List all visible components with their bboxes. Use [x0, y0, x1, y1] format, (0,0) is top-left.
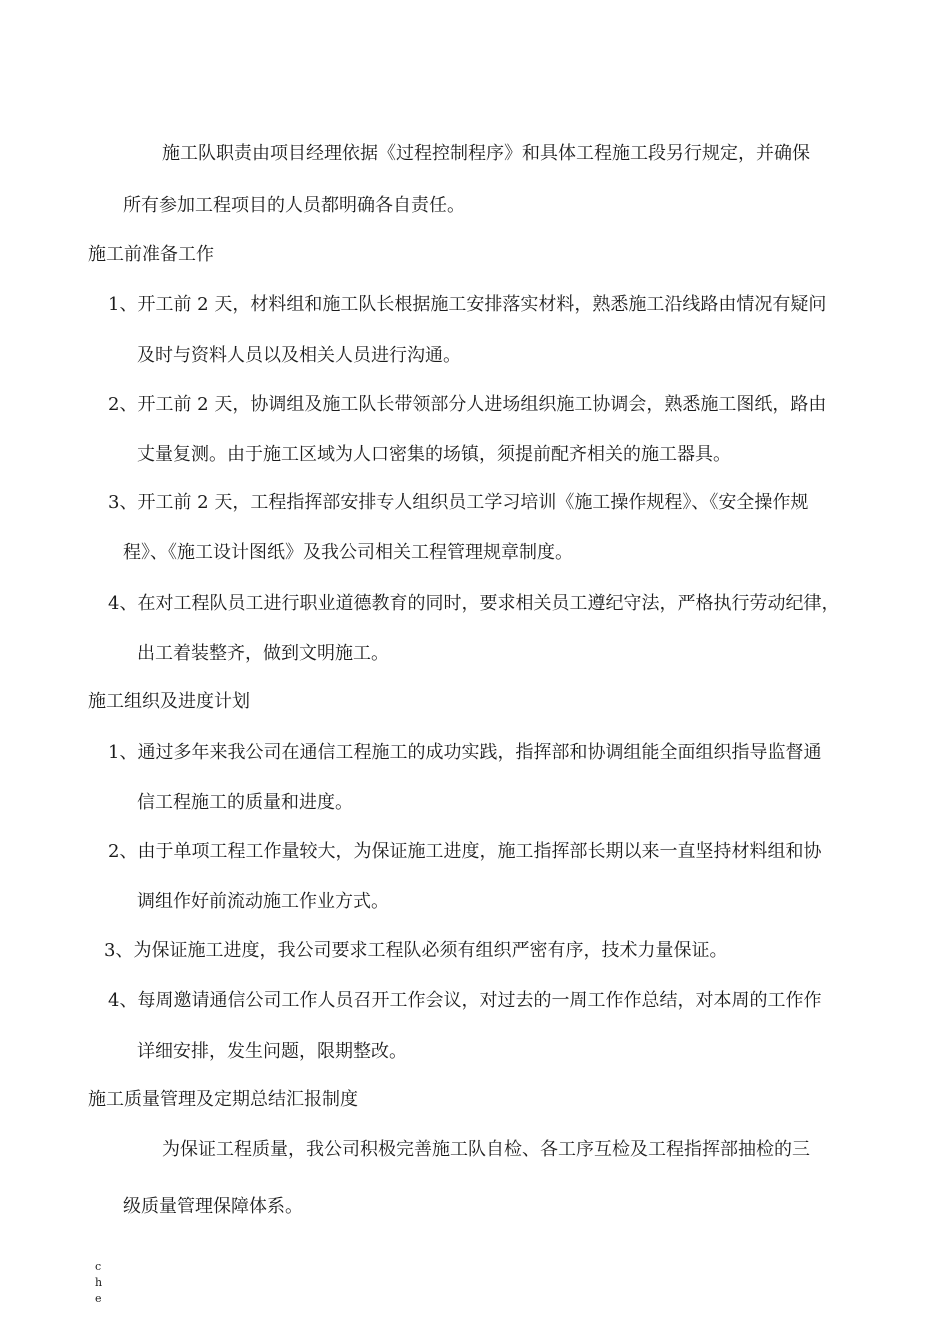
prep-item-1-line-1: 1、开工前 2 天，材料组和施工队长根据施工安排落实材料，熟悉施工沿线路由情况有疑问 — [108, 294, 827, 315]
footer-char-2: h — [95, 1276, 103, 1289]
section-heading-quality: 施工质量管理及定期总结汇报制度 — [88, 1089, 358, 1110]
prep-item-3-line-1: 3、开工前 2 天，工程指挥部安排专人组织员工学习培训《施工操作规程》、《安全操作规 — [108, 492, 809, 513]
prep-item-4-line-2: 出工着装整齐，做到文明施工。 — [137, 643, 389, 664]
intro-line-2: 所有参加工程项目的人员都明确各自责任。 — [123, 195, 465, 216]
quality-para-line-2: 级质量管理保障体系。 — [123, 1196, 303, 1217]
intro-line-1: 施工队职责由项目经理依据《过程控制程序》和具体工程施工段另行规定，并确保 — [162, 143, 810, 164]
schedule-item-3-line-1: 3、为保证施工进度，我公司要求工程队必须有组织严密有序，技术力量保证。 — [104, 940, 728, 961]
prep-item-2-line-1: 2、开工前 2 天，协调组及施工队长带领部分人进场组织施工协调会，熟悉施工图纸，路由 — [108, 394, 827, 415]
prep-item-2-line-2: 丈量复测。由于施工区域为人口密集的场镇，须提前配齐相关的施工器具。 — [137, 444, 731, 465]
schedule-item-1-line-1: 1、通过多年来我公司在通信工程施工的成功实践，指挥部和协调组能全面组织指导监督通 — [108, 742, 822, 763]
footer-char-3: e — [95, 1292, 102, 1305]
prep-item-1-line-2: 及时与资料人员以及相关人员进行沟通。 — [137, 345, 461, 366]
section-heading-preparation: 施工前准备工作 — [88, 244, 214, 265]
schedule-item-2-line-1: 2、由于单项工程工作量较大，为保证施工进度，施工指挥部长期以来一直坚持材料组和协 — [108, 841, 822, 862]
schedule-item-1-line-2: 信工程施工的质量和进度。 — [137, 792, 353, 813]
section-heading-schedule: 施工组织及进度计划 — [88, 691, 250, 712]
footer-char-1: c — [95, 1260, 102, 1273]
schedule-item-4-line-1: 4、每周邀请通信公司工作人员召开工作会议，对过去的一周工作作总结，对本周的工作作 — [108, 990, 822, 1011]
schedule-item-2-line-2: 调组作好前流动施工作业方式。 — [137, 891, 389, 912]
prep-item-4-line-1: 4、在对工程队员工进行职业道德教育的同时，要求相关员工遵纪守法，严格执行劳动纪律， — [108, 593, 840, 614]
prep-item-3-line-2: 程》、《施工设计图纸》及我公司相关工程管理规章制度。 — [123, 542, 573, 563]
schedule-item-4-line-2: 详细安排，发生问题，限期整改。 — [137, 1041, 407, 1062]
quality-para-line-1: 为保证工程质量，我公司积极完善施工队自检、各工序互检及工程指挥部抽检的三 — [162, 1139, 810, 1160]
